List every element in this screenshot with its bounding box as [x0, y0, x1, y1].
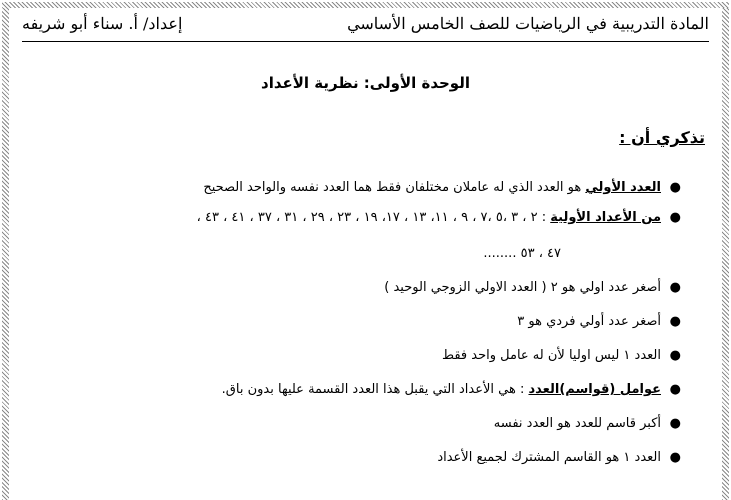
- unit-title: الوحدة الأولى: نظرية الأعداد: [261, 74, 470, 92]
- page-header: [22, 14, 709, 40]
- item-text: : هي الأعداد التي يقبل هذا العدد القسمة عليها بدون باق.: [221, 382, 529, 397]
- list-item: [40, 380, 683, 400]
- list-item: [40, 414, 683, 434]
- item-text: هو العدد الذي له عاملان مختلفان فقط هما العدد نفسه والواحد الصحيح: [203, 180, 586, 195]
- term-prime-number: العدد الأولي: [585, 180, 661, 195]
- term-factors: عوامل (قواسم)العدد: [528, 382, 661, 397]
- bullet-icon: ●: [669, 180, 681, 195]
- item-continuation: ٤٧ ، ٥٣ ........: [483, 246, 561, 261]
- term-prime-numbers-list: من الأعداد الأولية: [550, 210, 661, 225]
- header-subject: المادة التدريبية في الرياضيات للصف الخامس الأساسي: [347, 14, 709, 33]
- item-text: : ٢ ، ٣ ،٥ ،٧ ، ٩ ، ١١، ١٣ ، ١٧، ١٩ ، ٢٣ ، ٢٩ ، ٣١ ، ٣٧ ، ٤١ ، ٤٣ ،: [196, 210, 551, 225]
- item-text: العدد ١ ليس اوليا لأن له عامل واحد فقط: [442, 348, 661, 363]
- list-item: [40, 208, 683, 264]
- header-author: إعداد/ أ. سناء أبو شريفه: [22, 14, 183, 33]
- item-text: أكبر قاسم للعدد هو العدد نفسه: [493, 416, 661, 431]
- item-text: العدد ١ هو القاسم المشترك لجميع الأعداد: [437, 450, 661, 465]
- bullet-icon: ●: [669, 280, 681, 295]
- bullet-icon: ●: [669, 348, 681, 363]
- remember-heading: تذكري أن :: [619, 128, 705, 147]
- item-text: أصغر عدد اولي هو ٢ ( العدد الاولي الزوجي الوحيد ): [384, 280, 661, 295]
- bullet-icon: ●: [669, 210, 681, 225]
- bullet-icon: ●: [669, 450, 681, 465]
- list-item: [40, 346, 683, 366]
- page-border-top: [2, 2, 729, 8]
- notes-list: [40, 178, 683, 468]
- item-text: أصغر عدد أولي فردي هو ٣: [517, 314, 661, 329]
- list-item: [40, 278, 683, 298]
- bullet-icon: ●: [669, 416, 681, 431]
- header-rule: [22, 41, 709, 42]
- list-item: [40, 448, 683, 468]
- list-item: [40, 178, 683, 198]
- list-item: [40, 312, 683, 332]
- bullet-icon: ●: [669, 382, 681, 397]
- bullet-icon: ●: [669, 314, 681, 329]
